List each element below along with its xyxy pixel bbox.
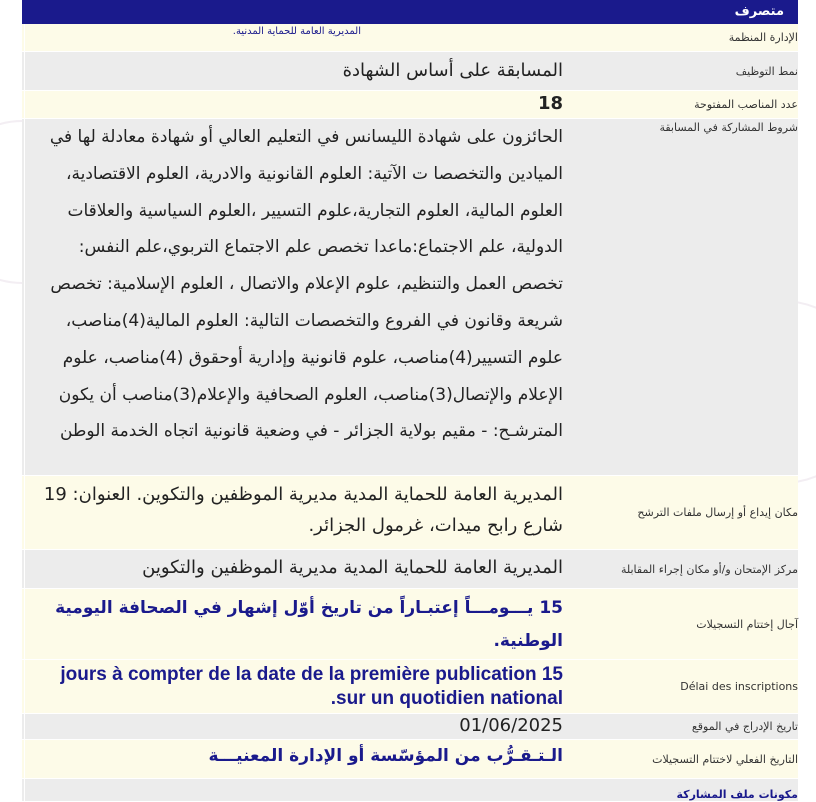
row-deadline-ar: [22, 589, 798, 660]
row-organizing-admin: [22, 24, 798, 52]
label-actual-closing: التاريخ الفعلي لاختتام التسجيلات: [652, 752, 798, 766]
label-deposit-place: مكان إيداع أو إرسال ملفات الترشح: [637, 506, 798, 519]
value-organizing-admin: المديرية العامة للحماية المدنية.: [24, 24, 566, 51]
value-file-components: [24, 779, 566, 801]
row-participation-conditions: [22, 119, 798, 476]
value-participation-conditions: الحائزون على شهادة الليسانس في التعليم العالي أو شهادة معادلة لها في الميادين والتخصصا ت الآتية: العلوم القانونية والادرية، العلوم الاقتصادية، العلوم المالية، العلوم التجارية،علوم التسيير ،العلوم السياسية والعلاقات الدولية، علم الاجتماع:ماعدا تخصص علم الاجتماع التربوي،علم النفس: تخصص العمل والتنظيم، علوم الإعلام والاتصال ، العلوم الإسلامية: تخصص شريعة وقانون في الفروع والتخصصات التالية: العلوم المالية(4)مناصب، علوم التسيير(4)مناصب، علوم قانونية وإدارية أوحقوق (4)مناصب، علوم الإعلام والإتصال(3)مناصب، العلوم الصحافية والإعلام(3)مناصب أن يكون المترشـح: - مقيم بولاية الجزائر - في وضعية قانونية اتجاه الخدمة الوطن: [24, 119, 566, 475]
label-exam-center: مركز الإمتحان و/أو مكان إجراء المقابلة: [620, 562, 798, 576]
label-file-components: مكونات ملف المشاركة: [676, 788, 798, 801]
value-actual-closing: الـتـقـرُّب من المؤسّسة أو الإدارة المعنيـــة: [24, 740, 566, 778]
label-deadline-ar: آجال إختتام التسجيلات: [696, 617, 798, 631]
value-posting-date: 01/06/2025: [24, 714, 566, 739]
label-participation-conditions: شروط المشاركة في المسابقة: [659, 121, 798, 134]
value-deadline-fr: jours à compter de la date de la première publication 15 .sur un quotidien national: [24, 660, 566, 713]
row-open-posts: [22, 91, 798, 119]
row-recruitment-mode: [22, 52, 798, 91]
job-title-header: متصرف: [22, 0, 798, 24]
value-deadline-ar: 15 يـــومـــاً إعتبـاراً من تاريخ أوّل إشهار في الصحافة اليومية الوطنية.: [24, 589, 566, 659]
row-posting-date: [22, 714, 798, 740]
row-file-components: [22, 779, 798, 802]
row-deadline-fr: [22, 660, 798, 714]
row-actual-closing: [22, 740, 798, 779]
label-posting-date: تاريخ الإدراج في الموقع: [691, 720, 798, 733]
label-organizing-admin: الإدارة المنظمة: [728, 31, 798, 44]
row-deposit-place: [22, 476, 798, 550]
value-deposit-place: المديرية العامة للحماية المدية مديرية الموظفين والتكوين. العنوان: 19 شارع رابح ميدات، غرمول الجزائر.: [24, 476, 566, 549]
label-recruitment-mode: نمط التوظيف: [735, 64, 798, 78]
label-open-posts: عدد المناصب المفتوحة: [694, 98, 798, 111]
value-exam-center: المديرية العامة للحماية المدية مديرية الموظفين والتكوين: [24, 550, 566, 588]
value-open-posts: 18: [24, 91, 566, 118]
row-exam-center: [22, 550, 798, 589]
job-details-table: [22, 0, 798, 802]
value-recruitment-mode: المسابقة على أساس الشهادة: [24, 52, 566, 90]
label-deadline-fr: Délai des inscriptions: [680, 680, 798, 693]
